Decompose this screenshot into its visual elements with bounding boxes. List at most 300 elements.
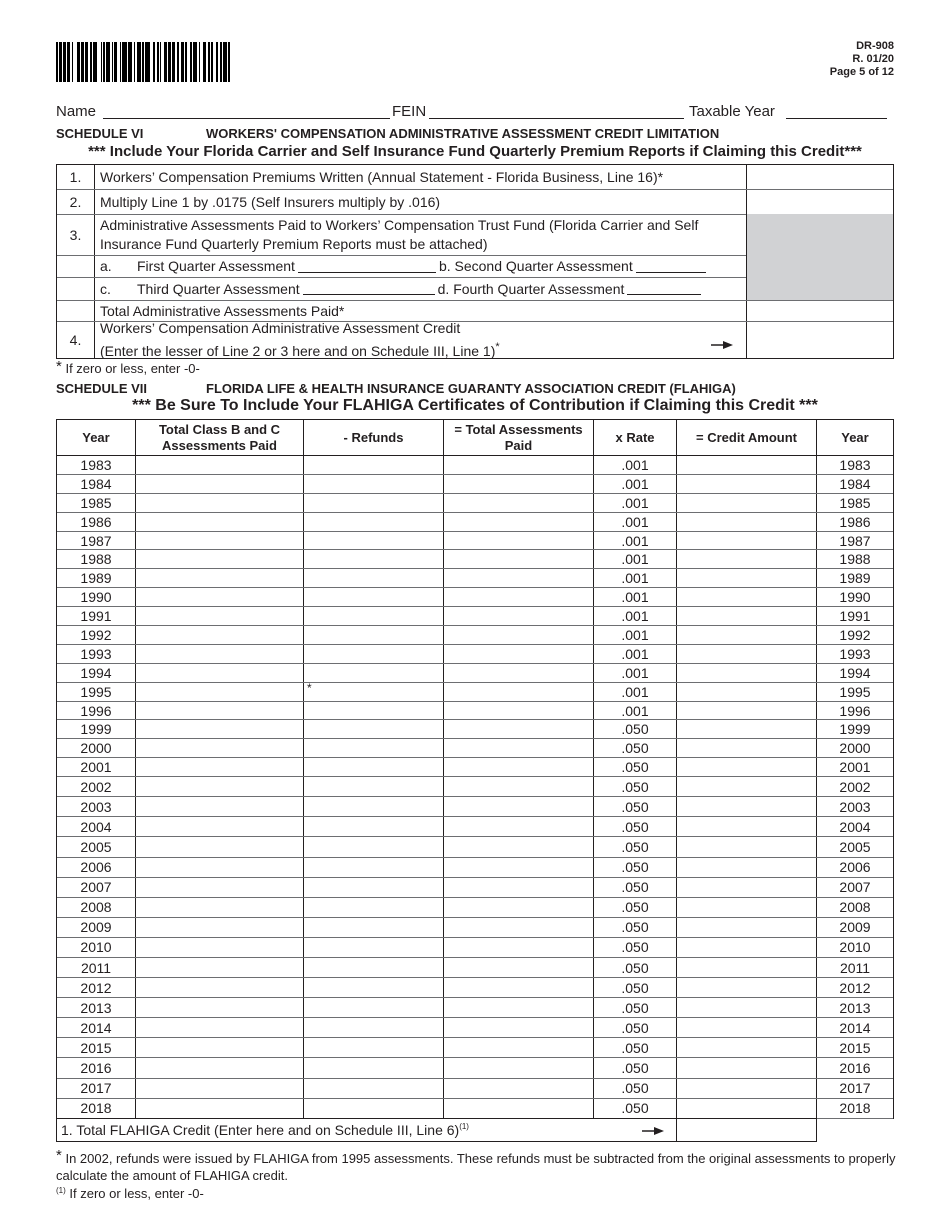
total-flahiga-credit-field[interactable] (676, 1119, 816, 1141)
table-row (57, 645, 893, 664)
year-cell-right: 2009 (839, 919, 871, 936)
table-body (57, 456, 893, 1119)
line-number: 2. (57, 190, 95, 214)
table-row (57, 758, 893, 777)
second-quarter-field[interactable] (636, 261, 706, 273)
assessments-paid-field[interactable] (136, 978, 304, 997)
year-cell-right: 2011 (839, 959, 871, 976)
credit-amount-field[interactable] (677, 645, 817, 663)
total-flahiga-credit-row (56, 1118, 817, 1142)
line-text-1: Administrative Assessments Paid to Workers’ Compensation Trust Fund (Florida Carrier and Self (100, 217, 699, 233)
table-row (57, 1018, 893, 1038)
total-assessments-field[interactable] (444, 858, 594, 877)
assessments-paid-field[interactable] (136, 664, 304, 682)
refunds-field[interactable] (304, 817, 444, 836)
total-assessments-field[interactable] (444, 664, 594, 682)
refunds-field[interactable] (304, 664, 444, 682)
name-field[interactable] (103, 118, 390, 119)
line-number: 1. (57, 165, 95, 189)
refunds-field[interactable] (304, 626, 444, 644)
line-text-2: (Enter the lesser of Line 2 or 3 here and on Schedule III, Line 1)* (100, 341, 500, 359)
year-cell-right: 2018 (839, 1100, 871, 1117)
assessments-paid-field[interactable] (136, 532, 304, 550)
arrow-right-icon (711, 340, 733, 350)
assessments-paid-field[interactable] (136, 797, 304, 816)
total-assessments-field[interactable] (444, 837, 594, 856)
year-cell: 2015 (57, 1038, 136, 1057)
total-flahiga-label: 1. Total FLAHIGA Credit (Enter here and on Schedule III, Line 6)$^{(1)}$ (61, 1122, 469, 1138)
credit-amount-field[interactable] (677, 837, 817, 856)
name-label: Name (56, 103, 97, 120)
year-cell: 2014 (57, 1018, 136, 1037)
year-cell-right: 1996 (839, 702, 871, 719)
total-assessments-field[interactable] (444, 758, 594, 776)
total-assessments-field[interactable] (444, 550, 594, 568)
year-cell-right: 1986 (839, 513, 871, 530)
assessments-paid-field[interactable] (136, 898, 304, 917)
total-assessments-field[interactable] (444, 607, 594, 625)
assessments-paid-field[interactable] (136, 475, 304, 493)
credit-amount-field[interactable] (677, 494, 817, 512)
total-assessments-field[interactable] (444, 878, 594, 897)
footnote-mark: * (56, 1147, 62, 1164)
year-cell-right: 2000 (839, 740, 871, 757)
refunds-field[interactable] (304, 1099, 444, 1118)
rate-cell: .050 (594, 720, 677, 738)
credit-amount-field[interactable] (677, 758, 817, 776)
rate-cell: .050 (594, 1058, 677, 1077)
table-row (57, 918, 893, 938)
arrow-right-icon (642, 1126, 664, 1136)
rate-cell: .001 (594, 588, 677, 606)
total-assessments-field[interactable] (444, 1038, 594, 1057)
refunds-field[interactable] (304, 858, 444, 877)
assessments-paid-field[interactable] (136, 1099, 304, 1118)
rate-cell: .050 (594, 958, 677, 977)
column-header-assessments-paid: Total Class B and C Assessments Paid (136, 420, 304, 455)
refunds-field[interactable] (304, 475, 444, 493)
assessments-paid-field[interactable] (136, 878, 304, 897)
total-assessments-field[interactable] (444, 797, 594, 816)
schedule-vi-line-4 (57, 321, 893, 358)
credit-amount-field[interactable] (677, 817, 817, 836)
year-cell: 2010 (57, 938, 136, 957)
total-assessments-field[interactable] (444, 720, 594, 738)
year-cell: 2011 (57, 958, 136, 977)
credit-amount-field[interactable] (677, 898, 817, 917)
credit-amount-field[interactable] (677, 626, 817, 644)
year-cell: 1999 (57, 720, 136, 738)
assessments-paid-field[interactable] (136, 817, 304, 836)
table-row (57, 958, 893, 978)
table-header (57, 420, 893, 456)
credit-amount-field[interactable] (677, 569, 817, 587)
line-text: Total Administrative Assessments Paid* (100, 302, 345, 319)
total-assessments-field[interactable] (444, 918, 594, 937)
rate-cell: .050 (594, 837, 677, 856)
total-assessments-field[interactable] (444, 1099, 594, 1118)
assessments-paid-field[interactable] (136, 626, 304, 644)
schedule-vi-total-assessments (57, 300, 893, 321)
total-assessments-field[interactable] (444, 978, 594, 997)
year-cell-right: 1999 (839, 721, 871, 738)
refunds-field[interactable] (304, 898, 444, 917)
taxpayer-id-line (56, 103, 894, 121)
refunds-field[interactable] (304, 550, 444, 568)
assessments-paid-field[interactable] (136, 958, 304, 977)
assessments-paid-field[interactable] (136, 702, 304, 720)
column-header-total-assessments: = Total Assessments Paid (444, 420, 594, 455)
refunds-field[interactable] (304, 1038, 444, 1057)
year-cell-right: 2006 (839, 859, 871, 876)
column-header-credit-amount: = Credit Amount (677, 420, 817, 455)
total-assessments-field[interactable] (444, 588, 594, 606)
year-cell: 1994 (57, 664, 136, 682)
assessments-paid-field[interactable] (136, 858, 304, 877)
refunds-field[interactable] (304, 680, 444, 701)
year-cell-right: 2017 (839, 1080, 871, 1097)
line-1-amount-field[interactable] (746, 165, 893, 189)
credit-amount-field[interactable] (677, 1079, 817, 1098)
schedule-vii-heading (56, 381, 736, 396)
credit-amount-field[interactable] (677, 978, 817, 997)
schedule-vi-instruction: *** Include Your Florida Carrier and Self Insurance Fund Quarterly Premium Reports if Claiming this Credit*** (88, 143, 862, 160)
credit-amount-field[interactable] (677, 958, 817, 977)
year-cell-right: 2016 (839, 1060, 871, 1076)
total-assessments-field[interactable] (444, 1018, 594, 1037)
table-row (57, 978, 893, 998)
refunds-field[interactable] (304, 1079, 444, 1098)
line-4-amount-field[interactable] (746, 322, 893, 358)
rate-cell: .050 (594, 739, 677, 757)
assessments-paid-field[interactable] (136, 494, 304, 512)
total-assessments-field[interactable] (444, 958, 594, 977)
rate-cell: .050 (594, 858, 677, 877)
credit-amount-field[interactable] (677, 739, 817, 757)
table-row (57, 858, 893, 878)
credit-amount-field[interactable] (677, 513, 817, 531)
column-header-year-right: Year (841, 429, 869, 445)
line-text-2: Insurance Fund Quarterly Premium Reports must be attached) (100, 236, 488, 252)
quarter-assessments-ab (100, 256, 740, 277)
refunds-field[interactable] (304, 513, 444, 531)
credit-amount-field[interactable] (677, 1058, 817, 1077)
table-row (57, 777, 893, 797)
assessments-paid-field[interactable] (136, 569, 304, 587)
year-cell: 1987 (57, 532, 136, 550)
taxable-year-label: Taxable Year (689, 103, 775, 120)
year-cell-right: 2001 (839, 759, 871, 776)
year-cell-right: 2002 (839, 778, 871, 795)
table-row (57, 475, 893, 494)
rate-cell: .001 (594, 494, 677, 512)
line-text: Multiply Line 1 by .0175 (Self Insurers multiply by .016) (100, 193, 441, 210)
refunds-field[interactable] (304, 837, 444, 856)
line-number (57, 256, 95, 277)
line-number: 4. (57, 322, 95, 358)
refunds-field[interactable] (304, 998, 444, 1017)
table-row (57, 588, 893, 607)
total-assessments-field[interactable] (444, 998, 594, 1017)
sub-letter: a. (100, 258, 112, 274)
rate-cell: .050 (594, 758, 677, 776)
credit-amount-field[interactable] (677, 683, 817, 701)
refunds-field[interactable] (304, 958, 444, 977)
total-assessments-field[interactable] (444, 898, 594, 917)
refunds-field[interactable] (304, 702, 444, 720)
total-assessments-field[interactable] (444, 475, 594, 493)
credit-amount-field[interactable] (677, 1099, 817, 1118)
year-cell: 1986 (57, 513, 136, 531)
rate-cell: .050 (594, 898, 677, 917)
total-assessments-field[interactable] (444, 938, 594, 957)
refunds-field[interactable] (304, 607, 444, 625)
assessments-paid-field[interactable] (136, 550, 304, 568)
schedule-vi-footnote (56, 358, 200, 376)
line-text (100, 215, 740, 255)
assessments-paid-field[interactable] (136, 758, 304, 776)
rate-cell: .001 (594, 626, 677, 644)
total-assessments-field[interactable] (444, 494, 594, 512)
credit-amount-field[interactable] (677, 1018, 817, 1037)
rate-cell: .050 (594, 918, 677, 937)
year-cell: 1985 (57, 494, 136, 512)
year-cell: 2012 (57, 978, 136, 997)
total-assessments-field[interactable] (444, 532, 594, 550)
table-row (57, 998, 893, 1018)
rate-cell: .001 (594, 532, 677, 550)
year-cell: 1991 (57, 607, 136, 625)
line-number (57, 301, 95, 321)
refunds-field[interactable] (304, 918, 444, 937)
refund-footnote-mark: * (307, 680, 312, 695)
table-row (57, 702, 893, 721)
assessments-paid-field[interactable] (136, 837, 304, 856)
assessments-paid-field[interactable] (136, 1018, 304, 1037)
year-cell: 2013 (57, 998, 136, 1017)
assessments-paid-field[interactable] (136, 456, 304, 474)
refunds-field[interactable] (304, 758, 444, 776)
total-assessments-field[interactable] (444, 683, 594, 701)
rate-cell: .001 (594, 569, 677, 587)
rate-cell: .001 (594, 683, 677, 701)
year-cell: 1988 (57, 550, 136, 568)
year-cell-right: 1991 (839, 608, 871, 625)
year-cell: 2005 (57, 837, 136, 856)
credit-amount-field[interactable] (677, 858, 817, 877)
schedule-vi-number: SCHEDULE VI (56, 126, 144, 141)
total-assessments-field[interactable] (444, 739, 594, 757)
refunds-field[interactable] (304, 569, 444, 587)
year-cell: 1990 (57, 588, 136, 606)
rate-cell: .050 (594, 938, 677, 957)
second-quarter-label: Second Quarter Assessment (454, 258, 633, 274)
line-3-shaded-area (746, 214, 893, 300)
first-quarter-field[interactable] (298, 261, 436, 273)
credit-amount-field[interactable] (677, 550, 817, 568)
year-cell-right: 2004 (839, 818, 871, 835)
year-cell-right: 1984 (839, 475, 871, 492)
rate-cell: .050 (594, 777, 677, 796)
assessments-paid-field[interactable] (136, 777, 304, 796)
table-row (57, 569, 893, 588)
year-cell: 2004 (57, 817, 136, 836)
credit-amount-field[interactable] (677, 720, 817, 738)
credit-amount-field[interactable] (677, 878, 817, 897)
year-cell-right: 1992 (839, 626, 871, 643)
footnote-text: If zero or less, enter -0- (65, 1186, 204, 1201)
refunds-field[interactable] (304, 978, 444, 997)
assessments-paid-field[interactable] (136, 720, 304, 738)
year-cell: 2008 (57, 898, 136, 917)
total-assessments-field[interactable] (444, 1058, 594, 1077)
credit-amount-field[interactable] (677, 475, 817, 493)
refunds-field[interactable] (304, 1058, 444, 1077)
fourth-quarter-field[interactable] (627, 283, 701, 295)
year-cell: 2006 (57, 858, 136, 877)
column-header-rate: x Rate (594, 420, 677, 455)
assessments-paid-field[interactable] (136, 588, 304, 606)
footnote-mark: (1) (56, 1185, 66, 1195)
refunds-field[interactable] (304, 532, 444, 550)
credit-amount-field[interactable] (677, 532, 817, 550)
total-assessments-field[interactable] (444, 456, 594, 474)
assessments-paid-field[interactable] (136, 998, 304, 1017)
credit-amount-field[interactable] (677, 1038, 817, 1057)
line-text (100, 322, 740, 358)
refunds-field[interactable] (304, 720, 444, 738)
refunds-field[interactable] (304, 797, 444, 816)
table-row (57, 878, 893, 898)
year-cell-right: 2012 (839, 979, 871, 996)
assessments-paid-field[interactable] (136, 1038, 304, 1057)
form-number: DR-908 (856, 40, 894, 52)
column-header-refunds: - Refunds (304, 420, 444, 455)
credit-amount-field[interactable] (677, 664, 817, 682)
table-row (57, 720, 893, 739)
table-row (57, 626, 893, 645)
refunds-field[interactable] (304, 645, 444, 663)
table-row (57, 938, 893, 958)
form-revision: R. 01/20 (852, 53, 894, 65)
refunds-field[interactable] (304, 588, 444, 606)
credit-amount-field[interactable] (677, 607, 817, 625)
refunds-field[interactable] (304, 739, 444, 757)
credit-amount-field[interactable] (677, 588, 817, 606)
total-assessments-field[interactable] (444, 777, 594, 796)
refunds-field[interactable] (304, 777, 444, 796)
credit-amount-field[interactable] (677, 918, 817, 937)
rate-cell: .050 (594, 817, 677, 836)
year-cell: 1989 (57, 569, 136, 587)
total-assessments-field[interactable] (444, 817, 594, 836)
sub-letter: c. (100, 280, 111, 297)
first-quarter-label: First Quarter Assessment (137, 258, 295, 274)
credit-amount-field[interactable] (677, 777, 817, 796)
year-cell-right: 2008 (839, 899, 871, 916)
credit-amount-field[interactable] (677, 702, 817, 720)
year-cell-right: 2015 (839, 1039, 871, 1056)
refunds-field[interactable] (304, 1018, 444, 1037)
year-cell-right: 2014 (839, 1019, 871, 1036)
table-row (57, 797, 893, 817)
table-row (57, 1099, 893, 1119)
assessments-paid-field[interactable] (136, 1079, 304, 1098)
quarter-assessments-cd (100, 278, 740, 300)
refunds-field[interactable] (304, 494, 444, 512)
table-row (57, 898, 893, 918)
schedule-vii-title: FLORIDA LIFE & HEALTH INSURANCE GUARANTY ASSOCIATION CREDIT (FLAHIGA) (206, 381, 736, 396)
rate-cell: .001 (594, 645, 677, 663)
total-assessments-field[interactable] (444, 513, 594, 531)
total-assessments-field[interactable] (444, 702, 594, 720)
fein-field[interactable] (429, 118, 684, 119)
table-row (57, 494, 893, 513)
year-cell: 2018 (57, 1099, 136, 1118)
total-assessments-field[interactable] (444, 626, 594, 644)
rate-cell: .001 (594, 664, 677, 682)
taxable-year-field[interactable] (786, 118, 887, 119)
year-cell-right: 2007 (839, 879, 871, 896)
assessments-paid-field[interactable] (136, 607, 304, 625)
table-row (57, 739, 893, 758)
year-cell-right: 1994 (839, 664, 871, 681)
assessments-paid-field[interactable] (136, 645, 304, 663)
total-assessments-field[interactable] (444, 645, 594, 663)
year-cell-right: 1987 (839, 532, 871, 549)
assessments-paid-field[interactable] (136, 683, 304, 701)
table-row (57, 607, 893, 626)
line-2-amount-field[interactable] (746, 190, 893, 214)
refunds-field[interactable] (304, 878, 444, 897)
assessments-paid-field[interactable] (136, 1058, 304, 1077)
credit-amount-field[interactable] (677, 998, 817, 1017)
assessments-paid-field[interactable] (136, 739, 304, 757)
table-row (57, 456, 893, 475)
credit-amount-field[interactable] (677, 456, 817, 474)
table-row (57, 1038, 893, 1058)
schedule-vii-instruction: *** Be Sure To Include Your FLAHIGA Certificates of Contribution if Claiming this Credit *** (132, 397, 818, 414)
fourth-quarter-label: Fourth Quarter Assessment (453, 280, 625, 297)
assessments-paid-field[interactable] (136, 918, 304, 937)
column-header-year: Year (57, 420, 136, 455)
schedule-vii-footnote-2 (56, 1185, 896, 1202)
year-cell: 2001 (57, 758, 136, 776)
total-assessments-field[interactable] (444, 1079, 594, 1098)
table-row (57, 532, 893, 551)
table-row (57, 1058, 893, 1078)
schedule-vi-table (56, 164, 894, 359)
total-assessments-field[interactable] (444, 569, 594, 587)
year-cell-right: 1993 (839, 645, 871, 662)
year-cell-right: 2003 (839, 798, 871, 815)
rate-cell: .050 (594, 1038, 677, 1057)
table-row (57, 680, 893, 702)
refunds-field[interactable] (304, 456, 444, 474)
total-assessments-amount-field[interactable] (746, 301, 893, 321)
refunds-field[interactable] (304, 938, 444, 957)
assessments-paid-field[interactable] (136, 513, 304, 531)
rate-cell: .001 (594, 607, 677, 625)
third-quarter-field[interactable] (303, 283, 435, 295)
year-cell: 1983 (57, 456, 136, 474)
credit-amount-field[interactable] (677, 797, 817, 816)
schedule-vi-line-1 (57, 165, 893, 189)
schedule-vii-footnote-1 (56, 1147, 896, 1184)
assessments-paid-field[interactable] (136, 938, 304, 957)
credit-amount-field[interactable] (677, 938, 817, 957)
year-cell-right: 1990 (839, 589, 871, 606)
